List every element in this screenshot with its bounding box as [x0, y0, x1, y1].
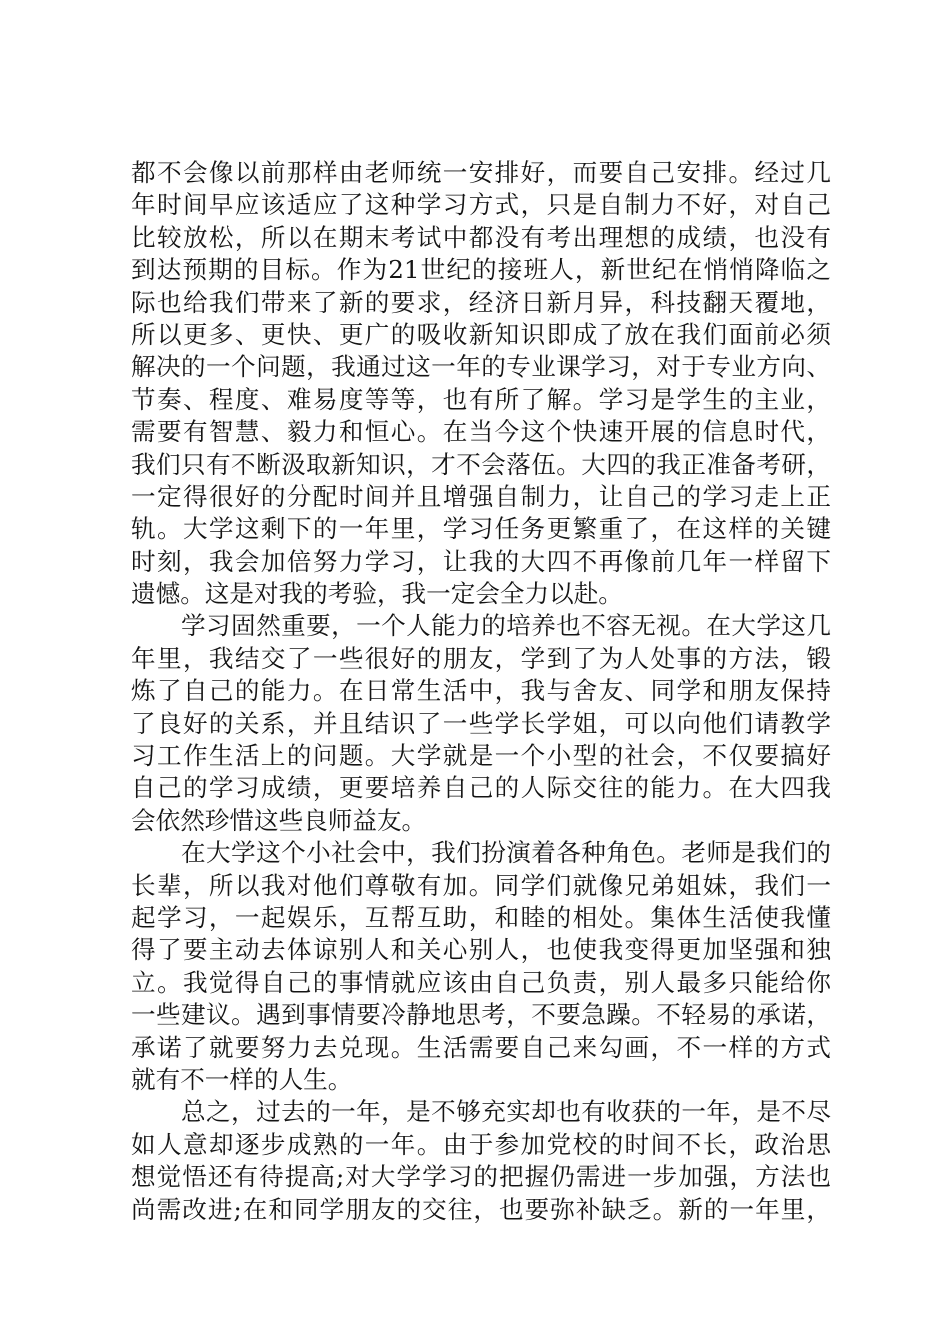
text-line: 了良好的关系，并且结识了一些学长学姐，可以向他们请教学	[131, 708, 831, 738]
text-line: 长辈，所以我对他们尊敬有加。同学们就像兄弟姐妹，我们一	[131, 870, 831, 900]
text-line: 总之，过去的一年，是不够充实却也有收获的一年，是不尽	[131, 1097, 831, 1127]
text-line: 想觉悟还有待提高;对大学学习的把握仍需进一步加强，方法也	[131, 1162, 831, 1192]
text-line: 在大学这个小社会中，我们扮演着各种角色。老师是我们的	[131, 838, 831, 868]
paragraph	[131, 1096, 831, 1226]
text-line: 尚需改进;在和同学朋友的交往，也要弥补缺乏。新的一年里，	[131, 1194, 831, 1224]
text-line: 遗憾。这是对我的考验，我一定会全力以赴。	[131, 579, 623, 609]
text-line: 自己的学习成绩，更要培养自己的人际交往的能力。在大四我	[131, 773, 831, 803]
paragraph	[131, 837, 831, 1096]
text-line: 年时间早应该适应了这种学习方式，只是自制力不好，对自己	[131, 190, 831, 220]
text-line: 一定得很好的分配时间并且增强自制力，让自己的学习走上正	[131, 481, 831, 511]
text-line: 都不会像以前那样由老师统一安排好，而要自己安排。经过几	[131, 158, 831, 187]
document-body	[131, 157, 831, 1226]
text-line: 需要有智慧、毅力和恒心。在当今这个快速开展的信息时代，	[131, 417, 831, 447]
text-line: 如人意却逐步成熟的一年。由于参加党校的时间不长，政治思	[131, 1129, 831, 1159]
text-line: 就有不一样的人生。	[131, 1064, 353, 1094]
text-line: 节奏、程度、难易度等等，也有所了解。学习是学生的主业，	[131, 384, 831, 414]
text-line: 际也给我们带来了新的要求，经济日新月异，科技翻天覆地，	[131, 287, 831, 317]
text-line: 轨。大学这剩下的一年里，学习任务更繁重了，在这样的关键	[131, 514, 831, 544]
paragraph	[131, 610, 831, 837]
text-line: 时刻，我会加倍努力学习，让我的大四不再像前几年一样留下	[131, 546, 831, 576]
text-line: 年里，我结交了一些很好的朋友，学到了为人处事的方法，锻	[131, 643, 831, 673]
text-line: 解决的一个问题，我通过这一年的专业课学习，对于专业方向、	[131, 352, 831, 382]
text-line: 会依然珍惜这些良师益友。	[131, 805, 427, 835]
text-line: 承诺了就要努力去兑现。生活需要自己来勾画，不一样的方式	[131, 1032, 831, 1062]
text-line: 习工作生活上的问题。大学就是一个小型的社会，不仅要搞好	[131, 741, 831, 771]
text-line: 炼了自己的能力。在日常生活中，我与舍友、同学和朋友保持	[131, 676, 831, 706]
text-line: 我们只有不断汲取新知识，才不会落伍。大四的我正准备考研，	[131, 449, 831, 479]
text-line: 立。我觉得自己的事情就应该由自己负责，别人最多只能给你	[131, 967, 831, 997]
text-line: 所以更多、更快、更广的吸收新知识即成了放在我们面前必须	[131, 319, 831, 349]
text-line: 学习固然重要，一个人能力的培养也不容无视。在大学这几	[131, 611, 831, 641]
paragraph	[131, 157, 831, 610]
text-line: 比较放松，所以在期末考试中都没有考出理想的成绩，也没有	[131, 222, 831, 252]
text-line: 到达预期的目标。作为21世纪的接班人，新世纪在悄悄降临之	[131, 255, 831, 285]
text-line: 起学习，一起娱乐，互帮互助，和睦的相处。集体生活使我懂	[131, 902, 831, 932]
text-line: 得了要主动去体谅别人和关心别人，也使我变得更加坚强和独	[131, 935, 831, 965]
text-line: 一些建议。遇到事情要冷静地思考，不要急躁。不轻易的承诺，	[131, 1000, 831, 1030]
